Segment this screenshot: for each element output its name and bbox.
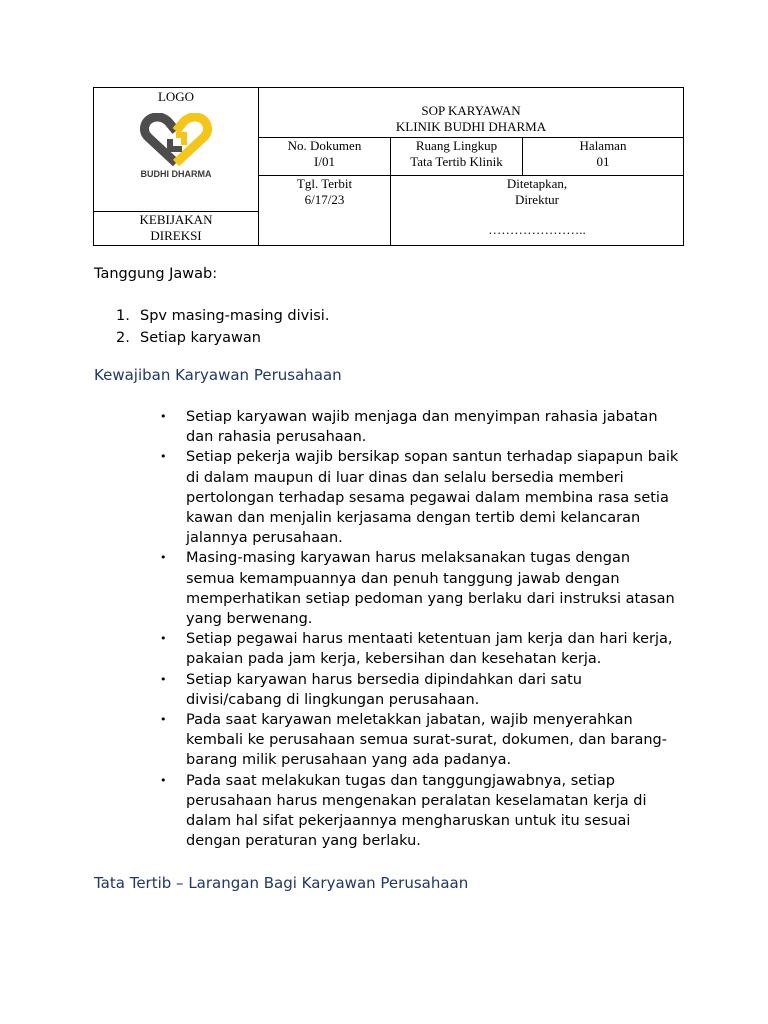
scope-label: Ruang Lingkup <box>415 138 498 153</box>
obligations-heading: Kewajiban Karyawan Perusahaan <box>94 366 342 384</box>
logo-cell <box>94 88 259 212</box>
page-label: Halaman <box>579 138 627 153</box>
sop-title-cell <box>259 88 684 138</box>
policy-line2: DIREKSI <box>150 228 202 243</box>
list-item <box>160 710 680 771</box>
list-item <box>160 771 680 852</box>
bullet-icon: • <box>160 773 167 787</box>
approval-line1: Ditetapkan, <box>506 176 568 191</box>
responsibility-list <box>116 305 329 349</box>
approval-line2: Direktur <box>514 192 560 207</box>
approval-cell <box>391 176 684 246</box>
page-value: 01 <box>596 154 610 169</box>
list-item <box>116 305 329 327</box>
list-item <box>160 670 680 710</box>
list-number: 2. <box>116 330 130 346</box>
list-item <box>160 407 680 447</box>
list-item-text: Pada saat karyawan meletakkan jabatan, wajib menyerahkan kembali ke perusahaan semua surat-surat, dokumen, dan barang-barang milik perusahaan yang ada padanya. <box>186 712 667 769</box>
list-item-text: Setiap pegawai harus mentaati ketentuan jam kerja dan hari kerja, pakaian pada jam kerja, kebersihan dan kesehatan kerja. <box>186 631 673 668</box>
list-item-text: Masing-masing karyawan harus melaksanakan tugas dengan semua kemampuannya dan penuh tanggung jawab dengan memperhatikan setiap pedoman yang berlaku dari instruksi atasan yang berwenang. <box>186 550 675 628</box>
bullet-icon: • <box>160 450 167 464</box>
list-item-text: Pada saat melakukan tugas dan tanggungjawabnya, setiap perusahaan harus mengenakan peralatan keselamatan kerja di dalam hal sifat pekerjaannya mengharuskan untuk itu sesuai dengan peraturan yang berlaku. <box>186 772 647 850</box>
list-item-text: Setiap karyawan wajib menjaga dan menyimpan rahasia jabatan dan rahasia perusahaan. <box>186 409 658 446</box>
rules-heading: Tata Tertib – Larangan Bagi Karyawan Perusahaan <box>94 874 469 892</box>
logo-label: LOGO <box>157 89 195 104</box>
policy-cell <box>94 212 259 246</box>
list-item-text: Setiap karyawan <box>140 330 261 346</box>
list-item-text: Setiap pekerja wajib bersikap sopan santun terhadap siapapun baik di dalam maupun di luar dinas dan selalu bersedia memberi pertolongan terhadap sesama pegawai dalam membina rasa setia kawan dan menjalin kerjasama dengan tertib demi kelancaran jalannya perusahaan. <box>186 449 679 547</box>
list-item-text: Spv masing-masing divisi. <box>140 308 330 324</box>
page-cell <box>523 138 684 176</box>
logo-brand-text: BUDHI DHARMA <box>140 169 212 179</box>
scope-value: Tata Tertib Klinik <box>410 154 503 169</box>
list-item <box>160 629 680 669</box>
list-item <box>160 548 680 629</box>
doc-number-value: I/01 <box>314 154 335 169</box>
clinic-logo-icon <box>140 113 212 171</box>
list-item <box>116 327 329 349</box>
issue-date-label: Tgl. Terbit <box>296 176 353 191</box>
obligations-list <box>160 407 680 851</box>
list-number: 1. <box>116 308 130 324</box>
issue-date-cell <box>259 176 391 246</box>
bullet-icon: • <box>160 672 167 686</box>
list-item-text: Setiap karyawan harus bersedia dipindahkan dari satu divisi/cabang di lingkungan perusahaan. <box>186 671 582 708</box>
sop-header-table <box>93 87 684 246</box>
issue-date-value: 6/17/23 <box>304 192 345 207</box>
bullet-icon: • <box>160 551 167 565</box>
bullet-icon: • <box>160 410 167 423</box>
sop-title-line1: SOP KARYAWAN <box>421 103 521 118</box>
bullet-icon: • <box>160 713 167 727</box>
policy-line1: KEBIJAKAN <box>139 212 213 227</box>
doc-number-label: No. Dokumen <box>287 138 362 153</box>
doc-number-cell <box>259 138 391 176</box>
list-item <box>160 447 680 548</box>
sop-title-line2: KLINIK BUDHI DHARMA <box>395 119 547 134</box>
signature-line: ………………….. <box>488 222 586 237</box>
responsibility-title: Tanggung Jawab: <box>94 266 218 282</box>
scope-cell <box>391 138 523 176</box>
bullet-icon: • <box>160 632 167 646</box>
